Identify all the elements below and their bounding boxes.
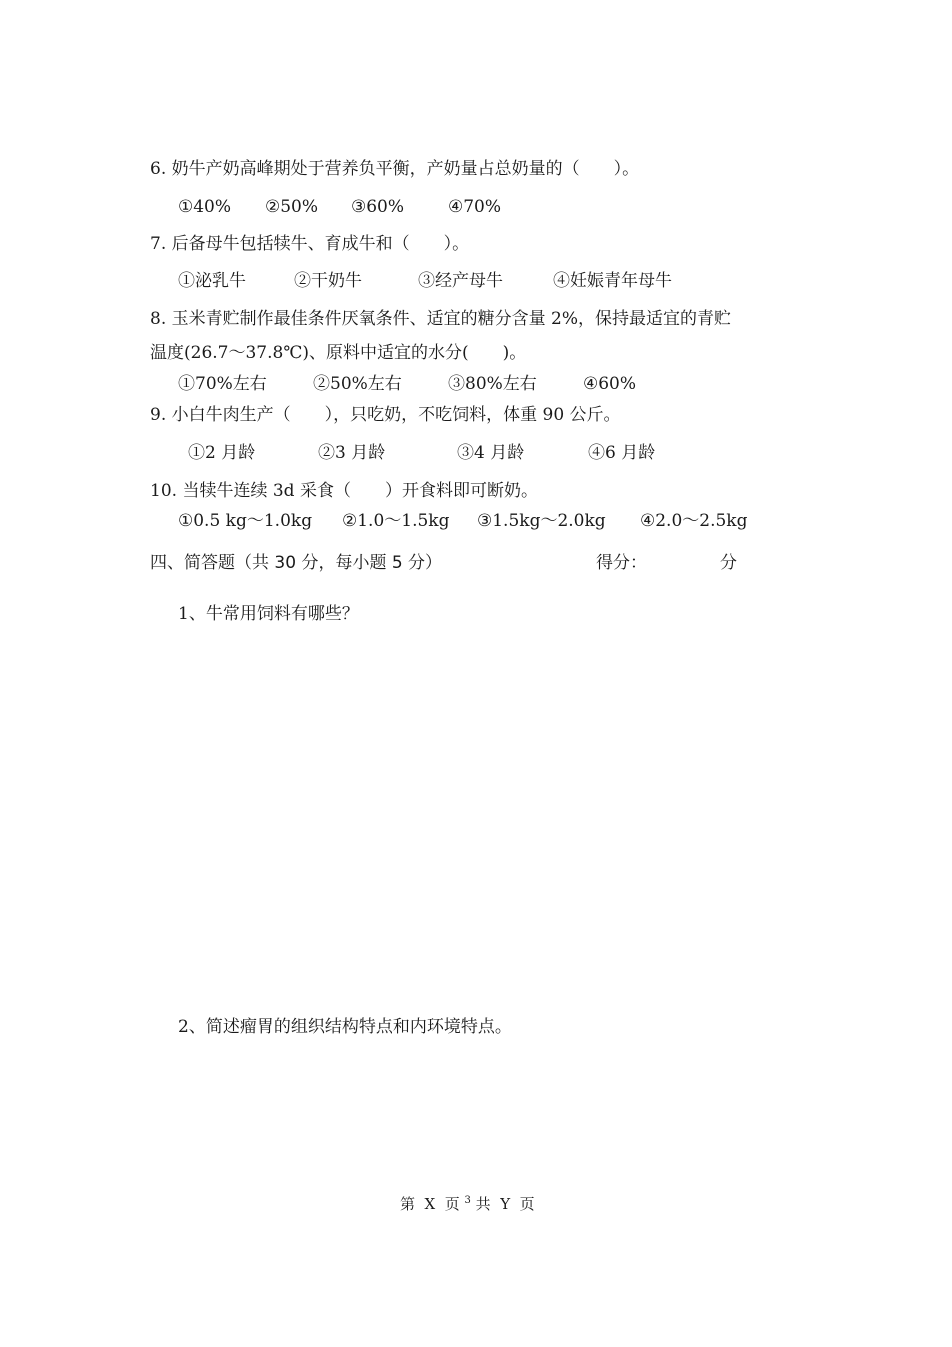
page-footer	[400, 1191, 535, 1214]
question-7-option-3: ③经产母牛	[418, 271, 503, 291]
footer-suffix: 共 Y 页	[470, 1195, 535, 1213]
question-10-option-3: ③1.5kg～2.0kg	[477, 511, 606, 531]
question-8-option-4: ④60%	[583, 374, 637, 394]
question-7-option-2: ②干奶牛	[294, 271, 362, 291]
question-9-option-4: ④6 月龄	[588, 443, 656, 463]
question-7-text: 7. 后备母牛包括犊牛、育成牛和（ ）。	[150, 234, 470, 254]
score-unit: 分	[720, 553, 737, 573]
short-answer-question-1: 1、牛常用饲料有哪些？	[178, 604, 359, 624]
question-6-option-2: ②50%	[265, 197, 319, 217]
question-8-text-line2: 温度(26.7～37.8℃)、原料中适宜的水分( )。	[150, 343, 527, 363]
question-6-option-4: ④70%	[448, 197, 502, 217]
question-8-option-2: ②50%左右	[313, 374, 402, 394]
footer-page-number: 3	[464, 1195, 471, 1206]
question-6-option-3: ③60%	[351, 197, 405, 217]
question-10-text: 10. 当犊牛连续 3d 采食（ ）开食料即可断奶。	[150, 481, 538, 501]
question-10-option-1: ①0.5 kg～1.0kg	[178, 511, 313, 531]
question-8-text-line1: 8. 玉米青贮制作最佳条件厌氧条件、适宜的糖分含量 2%，保持最适宜的青贮	[150, 309, 731, 329]
footer-prefix: 第 X 页	[400, 1195, 465, 1213]
question-8-option-3: ③80%左右	[448, 374, 537, 394]
question-8-option-1: ①70%左右	[178, 374, 267, 394]
question-6-text: 6. 奶牛产奶高峰期处于营养负平衡，产奶量占总奶量的（ ）。	[150, 159, 640, 179]
short-answer-question-2: 2、简述瘤胃的组织结构特点和内环境特点。	[178, 1017, 512, 1037]
question-10-option-2: ②1.0～1.5kg	[342, 511, 450, 531]
question-9-option-3: ③4 月龄	[457, 443, 525, 463]
question-7-option-1: ①泌乳牛	[178, 271, 246, 291]
question-10-option-4: ④2.0～2.5kg	[640, 511, 748, 531]
question-9-text: 9. 小白牛肉生产（ ），只吃奶，不吃饲料，体重 90 公斤。	[150, 405, 621, 425]
section-4-title: 四、简答题（共 30 分，每小题 5 分）	[150, 553, 443, 573]
question-9-option-2: ②3 月龄	[318, 443, 386, 463]
question-7-option-4: ④妊娠青年母牛	[553, 271, 672, 291]
question-9-option-1: ①2 月龄	[188, 443, 256, 463]
question-6-option-1: ①40%	[178, 197, 232, 217]
score-label: 得分：	[596, 553, 647, 573]
